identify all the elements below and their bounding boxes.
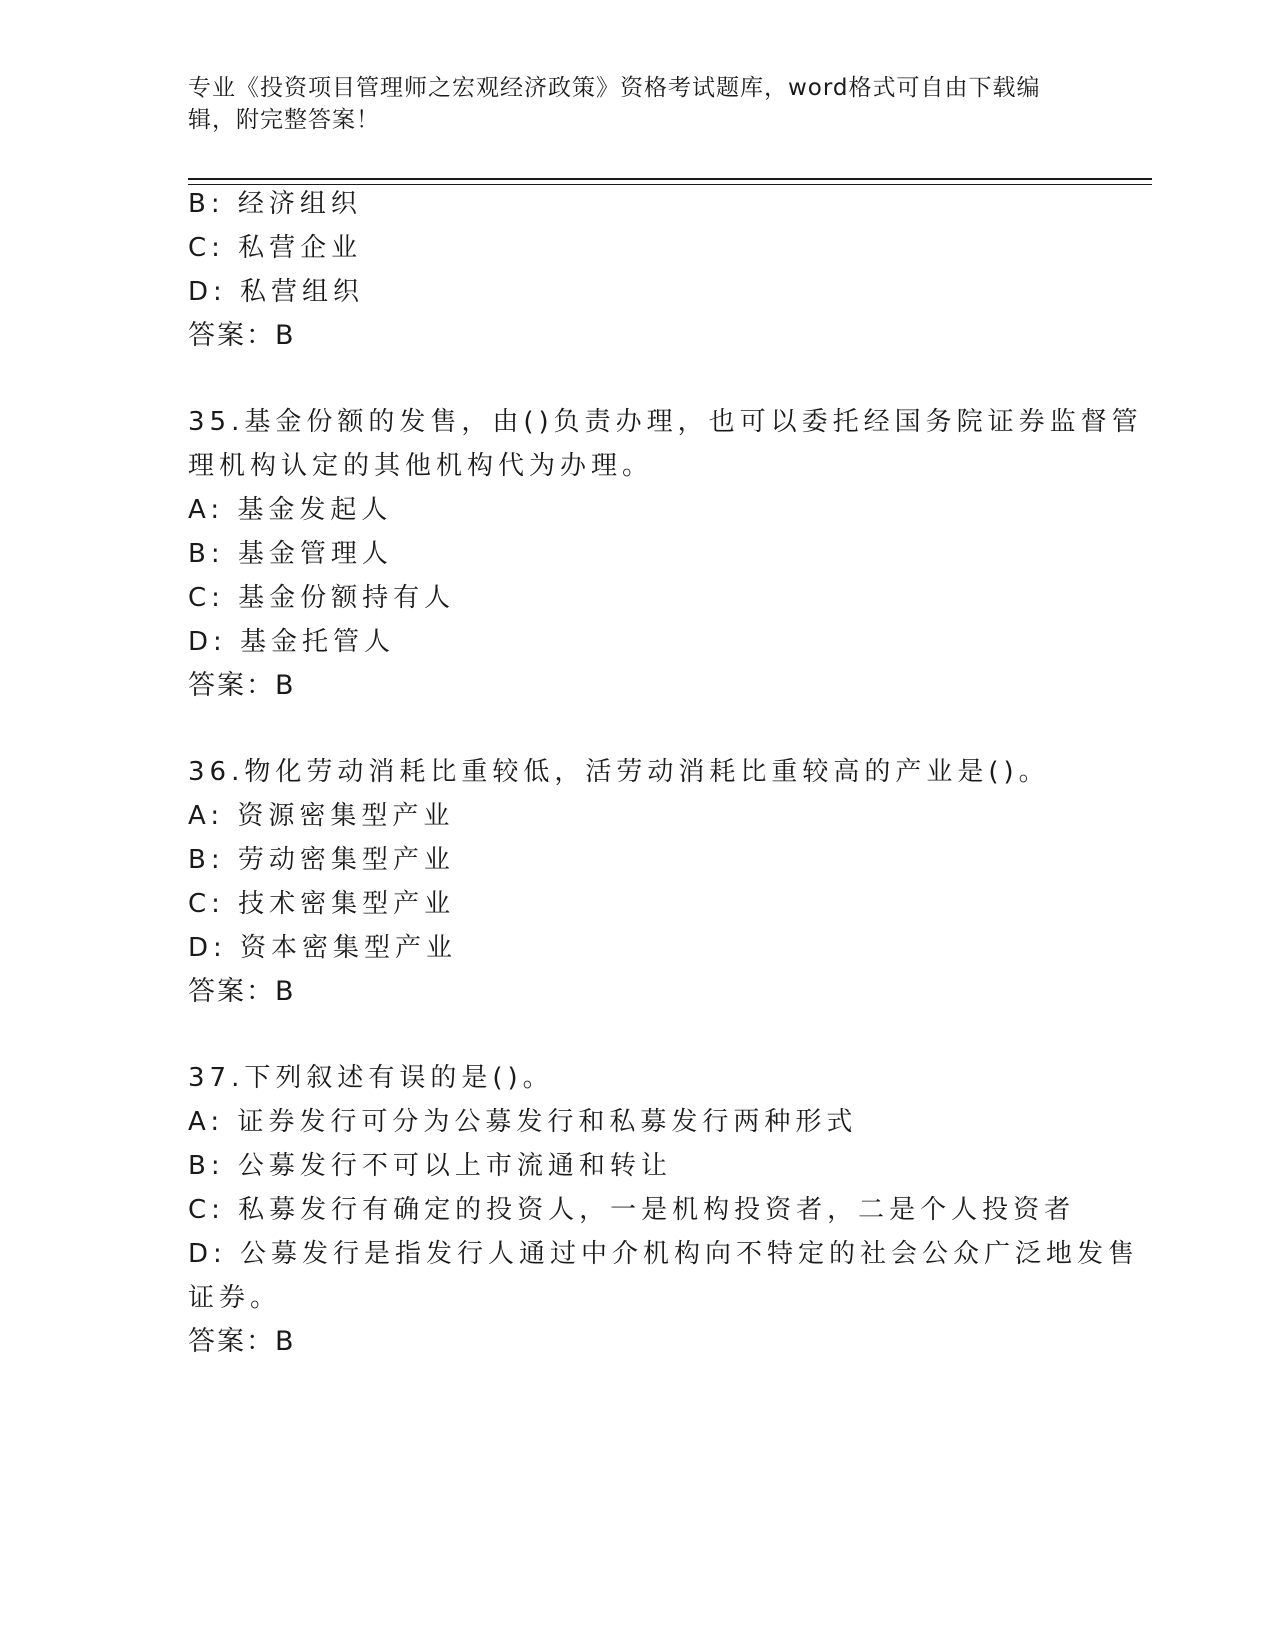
q36-stem-line-1: 36.物化劳动消耗比重较低，活劳动消耗比重较高的产业是()。 [188, 757, 1050, 787]
q35-answer: 答案：B [188, 670, 296, 701]
header-divider-thick [188, 178, 1152, 180]
q34-option-b: B: 经济组织 [188, 189, 362, 219]
q37-option-d-line-1: D: 公募发行是指发行人通过中介机构向不特定的社会公众广泛地发售 [188, 1239, 1140, 1269]
header-divider-thin [188, 184, 1152, 185]
q37-stem-line-1: 37.下列叙述有误的是()。 [188, 1063, 554, 1093]
q34-option-d: D: 私营组织 [188, 277, 365, 307]
q35-option-c: C: 基金份额持有人 [188, 583, 456, 613]
q37-option-b: B: 公募发行不可以上市流通和转让 [188, 1151, 672, 1181]
q36-option-b: B: 劳动密集型产业 [188, 845, 455, 875]
q35-stem-line-1: 35.基金份额的发售，由()负责办理，也可以委托经国务院证券监督管 [188, 407, 1143, 437]
q34-answer: 答案：B [188, 320, 296, 351]
header-line-2: 辑，附完整答案！ [188, 107, 380, 133]
q36-answer: 答案：B [188, 976, 296, 1007]
q35-option-d: D: 基金托管人 [188, 627, 396, 657]
q37-answer: 答案：B [188, 1326, 296, 1357]
q36-option-c: C: 技术密集型产业 [188, 889, 456, 919]
page-header [188, 72, 1088, 136]
q37-option-c: C: 私募发行有确定的投资人，一是机构投资者，二是个人投资者 [188, 1195, 1076, 1225]
q35-option-b: B: 基金管理人 [188, 539, 393, 569]
q34-option-c: C: 私营企业 [188, 233, 363, 263]
q35-option-a: A: 基金发起人 [188, 495, 393, 525]
header-line-1: 专业《投资项目管理师之宏观经济政策》资格考试题库，word格式可自由下载编 [188, 75, 1041, 101]
q36-option-d: D: 资本密集型产业 [188, 933, 458, 963]
q35-stem-line-2: 理机构认定的其他机构代为办理。 [188, 451, 654, 481]
q37-option-d-line-2: 证券。 [188, 1283, 282, 1313]
q37-option-a: A: 证券发行可分为公募发行和私募发行两种形式 [188, 1107, 858, 1137]
q36-option-a: A: 资源密集型产业 [188, 801, 455, 831]
